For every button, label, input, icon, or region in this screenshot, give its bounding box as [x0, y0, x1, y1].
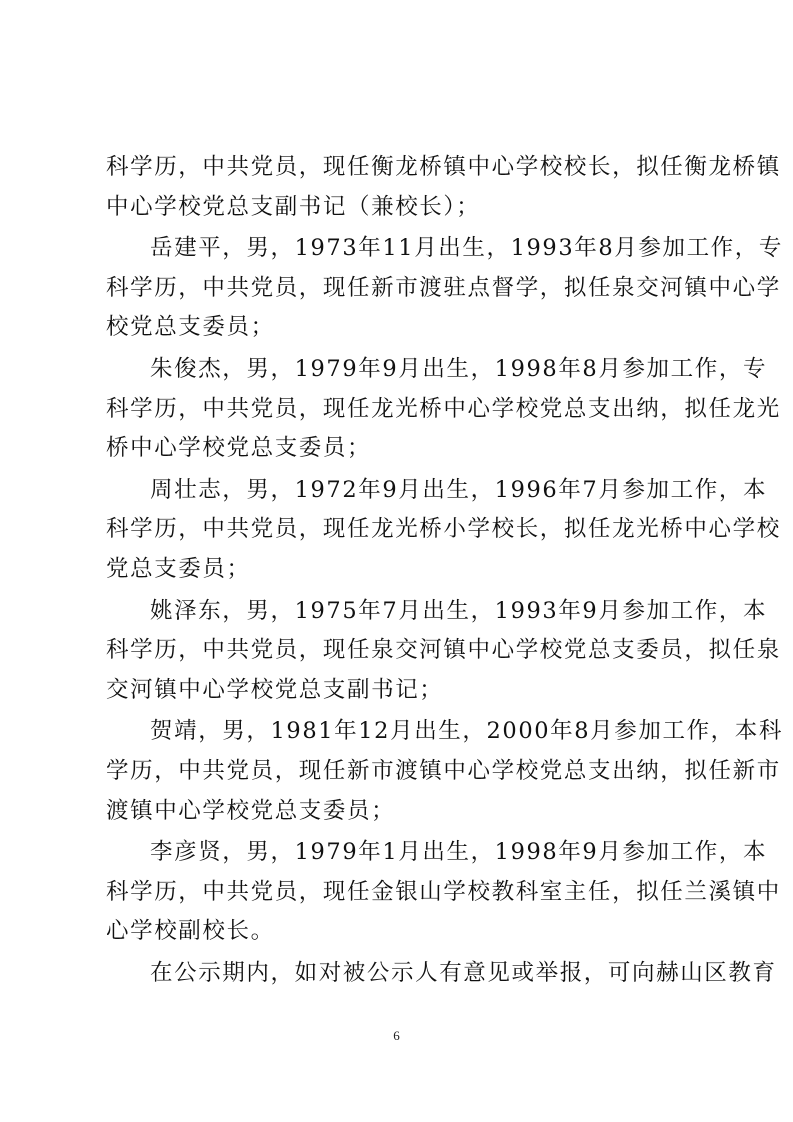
- paragraph-yue-jianping: [106, 229, 783, 348]
- text-line: 交河镇中心学校党总支副书记；: [106, 676, 444, 703]
- paragraph-li-yanxian: [106, 833, 781, 952]
- paragraph-notice: [106, 954, 777, 994]
- text-line: 贺靖，男，1981年12月出生，2000年8月参加工作，本科: [150, 718, 783, 745]
- text-line: 科学历，中共党员，现任龙光桥小学校长，拟任龙光桥中心学校: [106, 516, 781, 543]
- text-line: 科学历，中共党员，现任泉交河镇中心学校党总支委员，拟任泉: [106, 637, 781, 664]
- text-line: 李彦贤，男，1979年1月出生，1998年9月参加工作，本: [150, 839, 768, 866]
- text-line: 桥中心学校党总支委员；: [106, 435, 372, 462]
- paragraph-zhu-junjie: [106, 350, 781, 469]
- paragraph-continuation: [106, 148, 781, 227]
- text-line: 科学历，中共党员，现任新市渡驻点督学，拟任泉交河镇中心学: [106, 274, 781, 301]
- paragraph-zhou-zhuangzhi: [106, 471, 781, 590]
- paragraph-he-jing: [106, 712, 783, 831]
- text-line: 科学历，中共党员，现任龙光桥中心学校党总支出纳，拟任龙光: [106, 395, 781, 422]
- text-line: 朱俊杰，男，1979年9月出生，1998年8月参加工作，专: [150, 355, 768, 382]
- text-line: 周壮志，男，1972年9月出生，1996年7月参加工作，本: [150, 476, 768, 503]
- text-line: 中心学校党总支副书记（兼校长）；: [106, 193, 481, 220]
- text-line: 科学历，中共党员，现任衡龙桥镇中心学校校长，拟任衡龙桥镇: [106, 154, 781, 180]
- text-line: 学历，中共党员，现任新市渡镇中心学校党总支出纳，拟任新市: [106, 757, 781, 784]
- text-line: 渡镇中心学校党总支委员；: [106, 797, 396, 824]
- text-line: 科学历，中共党员，现任金银山学校教科室主任，拟任兰溪镇中: [106, 878, 781, 905]
- text-line: 姚泽东，男，1975年7月出生，1993年9月参加工作，本: [150, 597, 768, 624]
- document-body: [106, 148, 783, 995]
- paragraph-yao-zedong: [106, 592, 781, 711]
- text-line: 在公示期内，如对被公示人有意见或举报，可向赫山区教育: [150, 959, 777, 986]
- text-line: 心学校副校长。: [106, 918, 275, 945]
- text-line: 党总支委员；: [106, 555, 251, 582]
- text-line: 岳建平，男，1973年11月出生，1993年8月参加工作，专: [150, 235, 783, 262]
- text-line: 校党总支委员；: [106, 314, 275, 341]
- page-number: 6: [393, 1028, 400, 1043]
